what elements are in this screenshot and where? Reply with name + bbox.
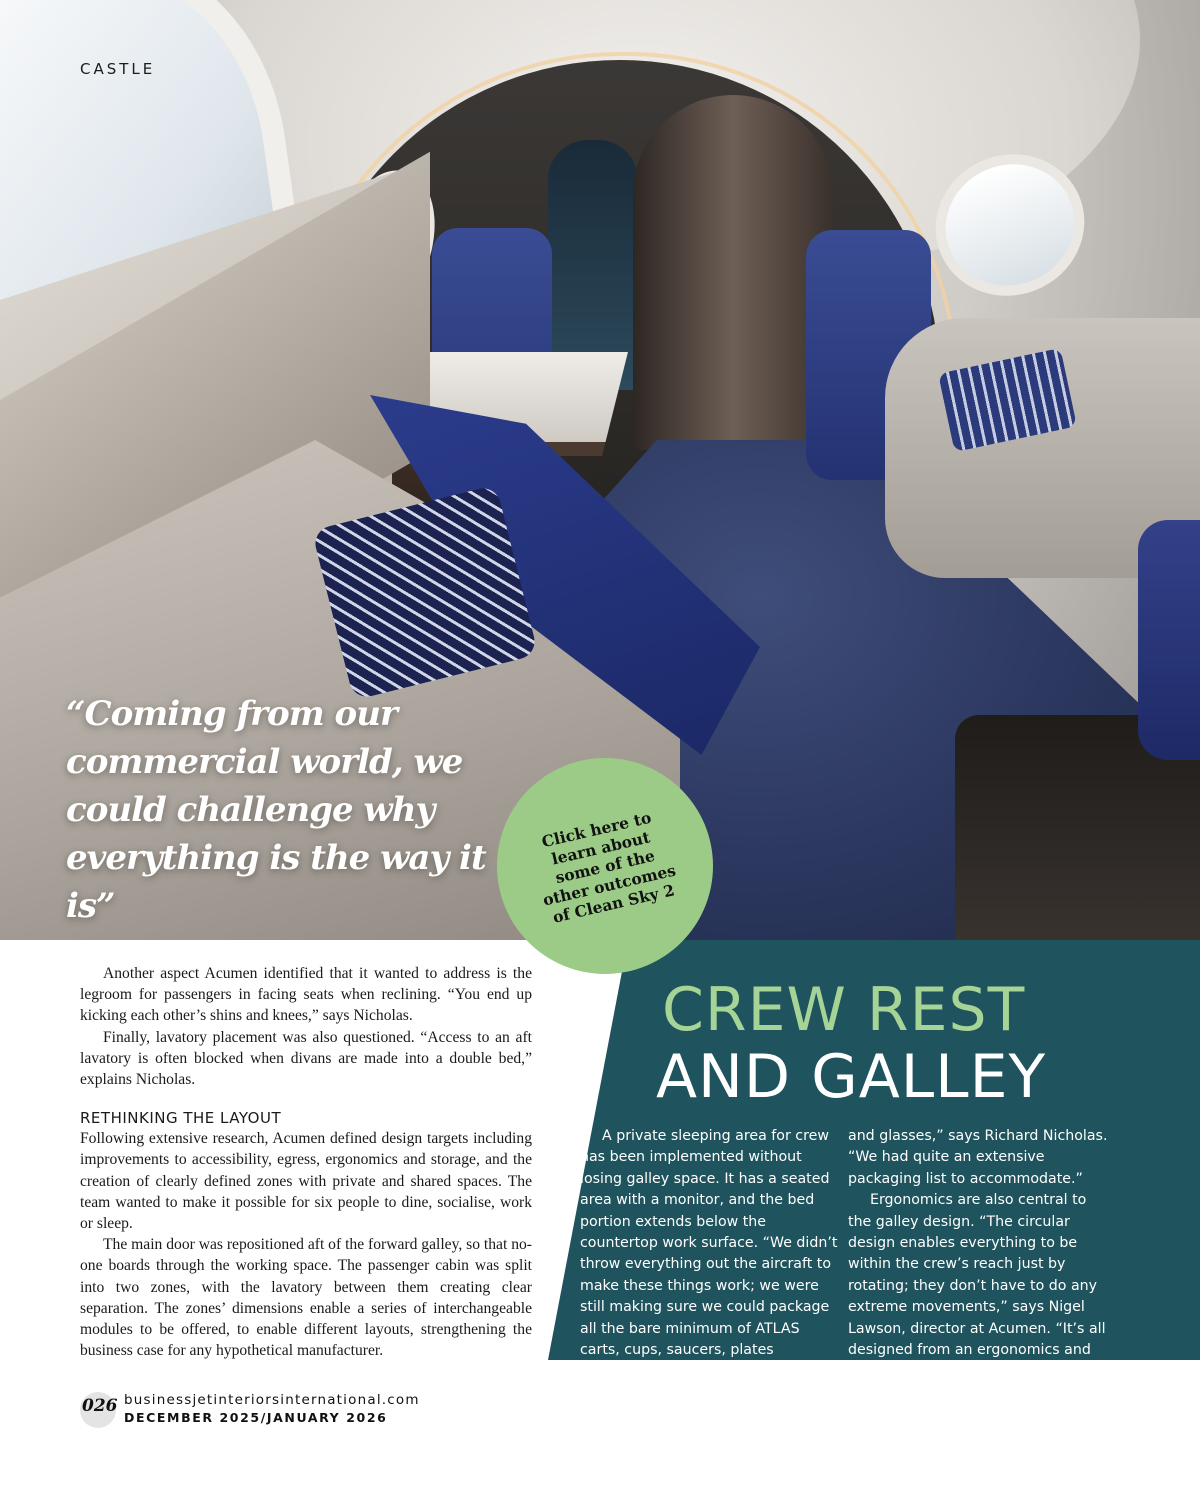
pull-quote: “Coming from our commercial world, we could challenge why everything is the way it is” xyxy=(66,694,486,926)
sidebar-column-2 xyxy=(848,1126,1110,1383)
clean-sky-link-text[interactable]: Click here to learn about some of the other outcomes of Clean Sky 2 xyxy=(539,807,678,927)
body-paragraph: The main door was repositioned aft of the forward galley, so that no-one boards through the working space. The passenger cabin was split into two zones, with the lavatory between them creating clear separation. The zones’ dimensions enable a series of interchangeable modules to be offered, to enable different layouts, strengthening the business case for any hypothetical manufacturer. xyxy=(80,1236,532,1360)
page-footer xyxy=(80,1390,480,1430)
wood-bulkhead xyxy=(633,95,833,450)
sidebar-paragraph: and glasses,” says Richard Nicholas. “We had quite an extensive packaging list to accommodate.” xyxy=(848,1128,1108,1187)
body-paragraph: Finally, lavatory placement was also questioned. “Access to an aft lavatory is often blocked when divans are made into a double bed,” explains Nicholas. xyxy=(80,1028,532,1089)
article-body xyxy=(80,963,532,1361)
sidebar-paragraph: A private sleeping area for crew has been implemented without losing galley space. It has a seated area with a monitor, and the bed portion extends below the countertop work surface. “We didn’t throw everything out the aircraft to make these things work; we were still making sure we could package all the bare minimum of ATLAS carts, cups, saucers, plates xyxy=(580,1128,838,1359)
body-paragraph: Another aspect Acumen identified that it wanted to address is the legroom for passengers in facing seats when reclining. “You end up kicking each other’s shins and knees,” says Nicholas. xyxy=(80,965,532,1025)
sidebar-title-line1: CREW REST xyxy=(662,975,1026,1045)
sidebar-paragraph: Ergonomics are also central to the galley design. “The circular design enables everything to be within the crew’s reach just by rotating; they don’t have to do any extreme movements,” says Nigel Lawson, director at Acumen. “It’s all designed from an ergonomics and an efficiency point of view.” xyxy=(848,1192,1106,1380)
section-label: CASTLE xyxy=(80,60,156,78)
website-link[interactable]: businessjetinteriorsinternational.com xyxy=(124,1392,420,1408)
sidebar-column-1 xyxy=(580,1126,842,1361)
section-subheading: RETHINKING THE LAYOUT xyxy=(80,1109,282,1128)
body-paragraph: Following extensive research, Acumen defined design targets including improvements to accessibility, egress, ergonomics and storage, and the creation of clearly defined zones with private and shared spaces. The team wanted to make it possible for six people to dine, socialise, work or sleep. xyxy=(80,1130,532,1233)
sidebar-title-line2: AND GALLEY xyxy=(656,1042,1047,1112)
page-number: 026 xyxy=(82,1396,118,1416)
issue-date: DECEMBER 2025/JANUARY 2026 xyxy=(124,1410,388,1425)
seat-front-right xyxy=(1138,520,1200,760)
clean-sky-link-button[interactable] xyxy=(497,758,713,974)
